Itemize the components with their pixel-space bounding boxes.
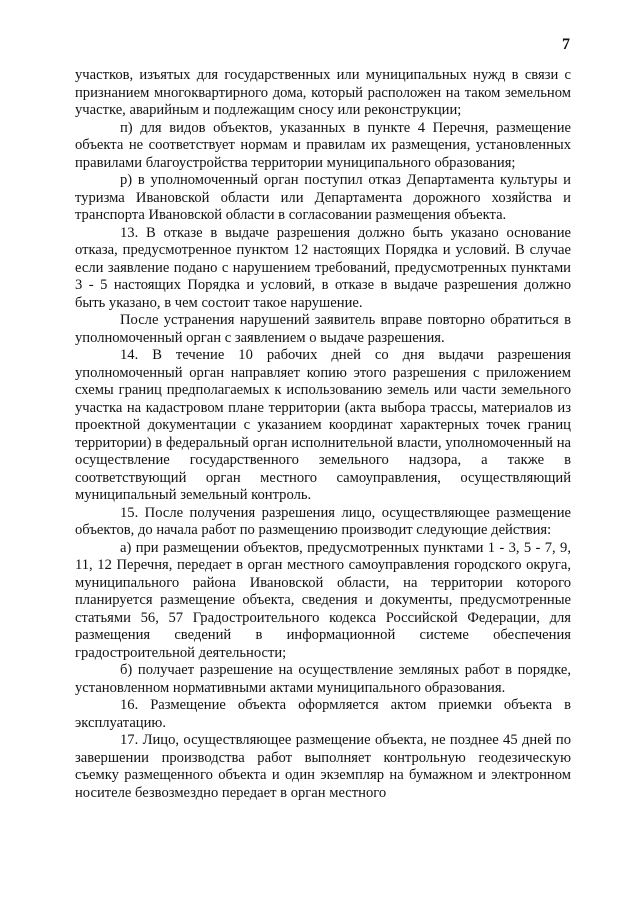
paragraph-14: 14. В течение 10 рабочих дней со дня выдачи разрешения уполномоченный орган направляет копию этого разрешения с приложением схемы границ предполагаемых к использованию земель или части земельного участка на кадастровом плане территории (акта выбора трассы, материалов из проектной документации с указанием координат характерных точек границ территории) в федеральный орган исполнительной власти, уполномоченный на осуществление государственного земельного надзора, а также в соответствующий орган местного самоуправления, осуществляющий муниципальный земельный контроль. xyxy=(75,347,571,503)
paragraph-15-b: б) получает разрешение на осуществление земляных работ в порядке, установленном нормативными актами муниципального образования. xyxy=(75,662,571,696)
paragraph-15-a: а) при размещении объектов, предусмотренных пунктами 1 - 3, 5 - 7, 9, 11, 12 Перечня, передает в орган местного самоуправления городского округа, муниципального района Ивановской области, на территории которого планируется размещение объекта, сведения и документы, предусмотренные статьями 56, 57 Градостроительного кодекса Российской Федерации, для размещения сведений в информационной системе обеспечения градостроительной деятельности; xyxy=(75,539,571,661)
paragraph-continuation: участков, изъятых для государственных или муниципальных нужд в связи с признанием многоквартирного дома, который расположен на таком земельном участке, аварийным и подлежащим сносу или реконструкции; xyxy=(75,67,571,118)
paragraph-16: 16. Размещение объекта оформляется актом приемки объекта в эксплуатацию. xyxy=(75,697,571,731)
paragraph-13: 13. В отказе в выдаче разрешения должно быть указано основание отказа, предусмотренное пунктом 12 настоящих Порядка и условий. В случае если заявление подано с нарушением требований, предусмотренных пунктами 3 - 5 настоящих Порядка и условий, в отказе в выдаче разрешения должно быть указано, в чем состоит такое нарушение. xyxy=(75,224,571,311)
page-number: 7 xyxy=(562,36,570,53)
paragraph-13-followup: После устранения нарушений заявитель вправе повторно обратиться в уполномоченный орган с заявлением о выдаче разрешения. xyxy=(75,312,571,346)
paragraph-15: 15. После получения разрешения лицо, осуществляющее размещение объектов, до начала работ по размещению производит следующие действия: xyxy=(75,504,571,538)
paragraph-17: 17. Лицо, осуществляющее размещение объекта, не позднее 45 дней по завершении производства работ выполняет контрольную геодезическую съемку размещенного объекта и один экземпляр на бумажном и электронном носителе безвозмездно передает в орган местного xyxy=(75,732,571,801)
paragraph-item-r: р) в уполномоченный орган поступил отказ Департамента культуры и туризма Ивановской области или Департамента дорожного хозяйства и транспорта Ивановской области в согласовании размещения объекта. xyxy=(75,172,571,223)
document-body xyxy=(75,67,571,802)
paragraph-item-p: п) для видов объектов, указанных в пункте 4 Перечня, размещение объекта не соответствует нормам и правилам их размещения, установленных правилами благоустройства территории муниципального образования; xyxy=(75,119,571,171)
